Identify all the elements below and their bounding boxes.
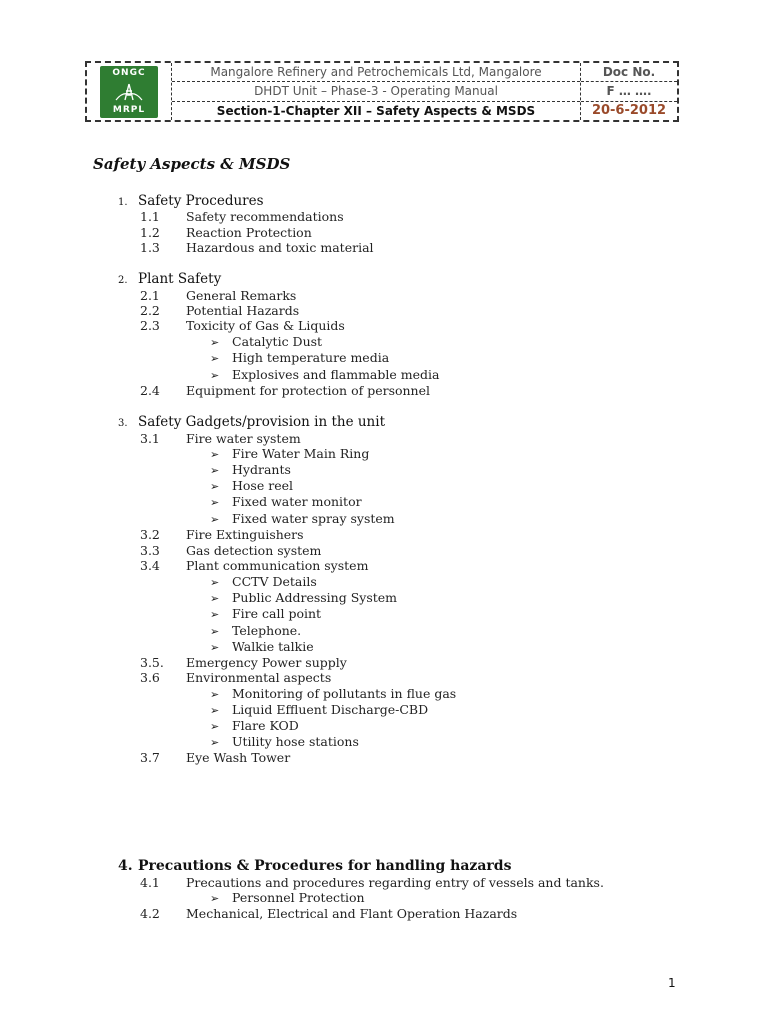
subitem-text: Monitoring of pollutants in flue gas (232, 686, 457, 701)
toc-item (140, 303, 299, 318)
page-title: Safety Aspects & MSDS (93, 155, 291, 173)
item-number: 2.1 (140, 288, 160, 303)
arrow-bullet-icon: ➢ (210, 704, 220, 717)
subitem-text: Fixed water spray system (232, 511, 395, 526)
section-title: Safety Procedures (138, 193, 264, 209)
toc-subitem (210, 718, 299, 733)
arrow-bullet-icon: ➢ (210, 369, 220, 382)
toc-subitem (210, 606, 321, 621)
subitem-text: Liquid Effluent Discharge-CBD (232, 702, 429, 717)
arrow-bullet-icon: ➢ (210, 496, 220, 509)
item-text: Fire water system (186, 431, 301, 446)
section-heading (118, 193, 264, 209)
toc-subitem (210, 334, 322, 349)
subitem-text: Telephone. (232, 623, 302, 638)
item-text: Mechanical, Electrical and Flant Operation Hazards (186, 906, 518, 921)
section-number: 3. (118, 418, 128, 429)
toc-subitem (210, 462, 291, 477)
company-name: Mangalore Refinery and Petrochemicals Ltd, Mangalore (210, 65, 542, 80)
section-title: Safety Gadgets/provision in the unit (138, 414, 385, 430)
toc-subitem (210, 702, 428, 717)
subitem-text: Utility hose stations (232, 734, 359, 749)
subitem-text: Hose reel (232, 478, 293, 493)
toc-item (140, 383, 430, 398)
toc-item (140, 750, 290, 765)
item-text: Equipment for protection of personnel (186, 383, 431, 398)
toc-subitem (210, 574, 317, 589)
doc-no-value: F … …. (581, 81, 677, 100)
toc-item (140, 240, 374, 255)
section-heading (118, 271, 221, 287)
item-number: 1.3 (140, 240, 160, 255)
item-text: Potential Hazards (186, 303, 300, 318)
arrow-bullet-icon: ➢ (210, 513, 220, 526)
item-text: Reaction Protection (186, 225, 312, 240)
arrow-bullet-icon: ➢ (210, 480, 220, 493)
item-number: 2.4 (140, 383, 160, 398)
page-number: 1 (668, 976, 676, 990)
toc-subitem (210, 890, 365, 905)
subitem-text: Fixed water monitor (232, 494, 362, 509)
subitem-text: Public Addressing System (232, 590, 398, 605)
subitem-text: Walkie talkie (232, 639, 314, 654)
doc-no-label: Doc No. (602, 65, 656, 80)
item-number: 3.7 (140, 750, 160, 765)
toc-subitem (210, 734, 359, 749)
toc-item (140, 318, 345, 333)
toc-item (140, 906, 517, 921)
toc-item (140, 670, 331, 685)
section-title: Plant Safety (138, 271, 222, 287)
toc-item (140, 209, 344, 224)
toc-item (140, 288, 296, 303)
toc-subitem (210, 639, 314, 654)
item-number: 3.3 (140, 543, 160, 558)
toc-subitem (210, 446, 369, 461)
toc-subitem (210, 478, 293, 493)
item-text: Environmental aspects (186, 670, 332, 685)
item-number: 2.2 (140, 303, 160, 318)
arrow-bullet-icon: ➢ (210, 448, 220, 461)
item-text: Eye Wash Tower (186, 750, 291, 765)
doc-date: 20-6-2012 (581, 101, 677, 120)
subitem-text: Fire Water Main Ring (232, 446, 370, 461)
toc-subitem (210, 494, 362, 509)
toc-item (140, 543, 321, 558)
toc-subitem (210, 623, 301, 638)
toc-item (140, 655, 347, 670)
logo-text-top: ONGC (112, 67, 146, 78)
arrow-bullet-icon: ➢ (210, 688, 220, 701)
arrow-bullet-icon: ➢ (210, 576, 220, 589)
section-number: 1. (118, 197, 128, 208)
section-title: Precautions & Procedures for handling hazards (138, 858, 512, 874)
item-text: Fire Extinguishers (186, 527, 304, 542)
subitem-text: Personnel Protection (232, 890, 365, 905)
item-number: 3.6 (140, 670, 160, 685)
arrow-bullet-icon: ➢ (210, 625, 220, 638)
arrow-bullet-icon: ➢ (210, 592, 220, 605)
arrow-bullet-icon: ➢ (210, 608, 220, 621)
item-number: 3.2 (140, 527, 160, 542)
subitem-text: Explosives and flammable media (232, 367, 440, 382)
toc-subitem (210, 367, 439, 382)
item-number: 3.5. (140, 655, 164, 670)
subitem-text: High temperature media (232, 350, 390, 365)
item-number: 3.4 (140, 558, 160, 573)
subitem-text: Hydrants (232, 462, 291, 477)
toc-subitem (210, 686, 456, 701)
arrow-bullet-icon: ➢ (210, 352, 220, 365)
item-text: Plant communication system (186, 558, 369, 573)
subitem-text: Flare KOD (232, 718, 299, 733)
section-heading (118, 414, 385, 430)
toc-subitem (210, 350, 389, 365)
item-text: Gas detection system (186, 543, 322, 558)
item-number: 3.1 (140, 431, 160, 446)
unit-name: DHDT Unit – Phase-3 - Operating Manual (172, 81, 580, 100)
toc-item (140, 527, 304, 542)
logo-text-bottom: MRPL (112, 104, 146, 115)
subitem-text: Fire call point (232, 606, 322, 621)
section-number: 4. (118, 858, 133, 874)
item-text: Hazardous and toxic material (186, 240, 374, 255)
toc-subitem (210, 511, 395, 526)
arrow-bullet-icon: ➢ (210, 464, 220, 477)
arrow-bullet-icon: ➢ (210, 892, 220, 905)
toc-item (140, 558, 368, 573)
item-number: 1.2 (140, 225, 160, 240)
section-name: Section-1-Chapter XII – Safety Aspects & MSDS (172, 101, 580, 120)
item-text: Toxicity of Gas & Liquids (186, 318, 345, 333)
toc-item (140, 225, 312, 240)
arrow-bullet-icon: ➢ (210, 336, 220, 349)
item-number: 1.1 (140, 209, 160, 224)
toc-subitem (210, 590, 397, 605)
section-heading (118, 858, 511, 874)
item-number: 4.1 (140, 875, 160, 890)
item-text: Emergency Power supply (186, 655, 347, 670)
subitem-text: Catalytic Dust (232, 334, 323, 349)
subitem-text: CCTV Details (232, 574, 317, 589)
arrow-bullet-icon: ➢ (210, 720, 220, 733)
item-number: 4.2 (140, 906, 160, 921)
arrow-bullet-icon: ➢ (210, 736, 220, 749)
toc-item (140, 431, 301, 446)
arrow-bullet-icon: ➢ (210, 641, 220, 654)
item-text: Safety recommendations (186, 209, 344, 224)
toc-item (140, 875, 604, 890)
item-number: 2.3 (140, 318, 160, 333)
item-text: General Remarks (186, 288, 297, 303)
item-text: Precautions and procedures regarding entry of vessels and tanks. (186, 875, 604, 890)
section-number: 2. (118, 275, 128, 286)
